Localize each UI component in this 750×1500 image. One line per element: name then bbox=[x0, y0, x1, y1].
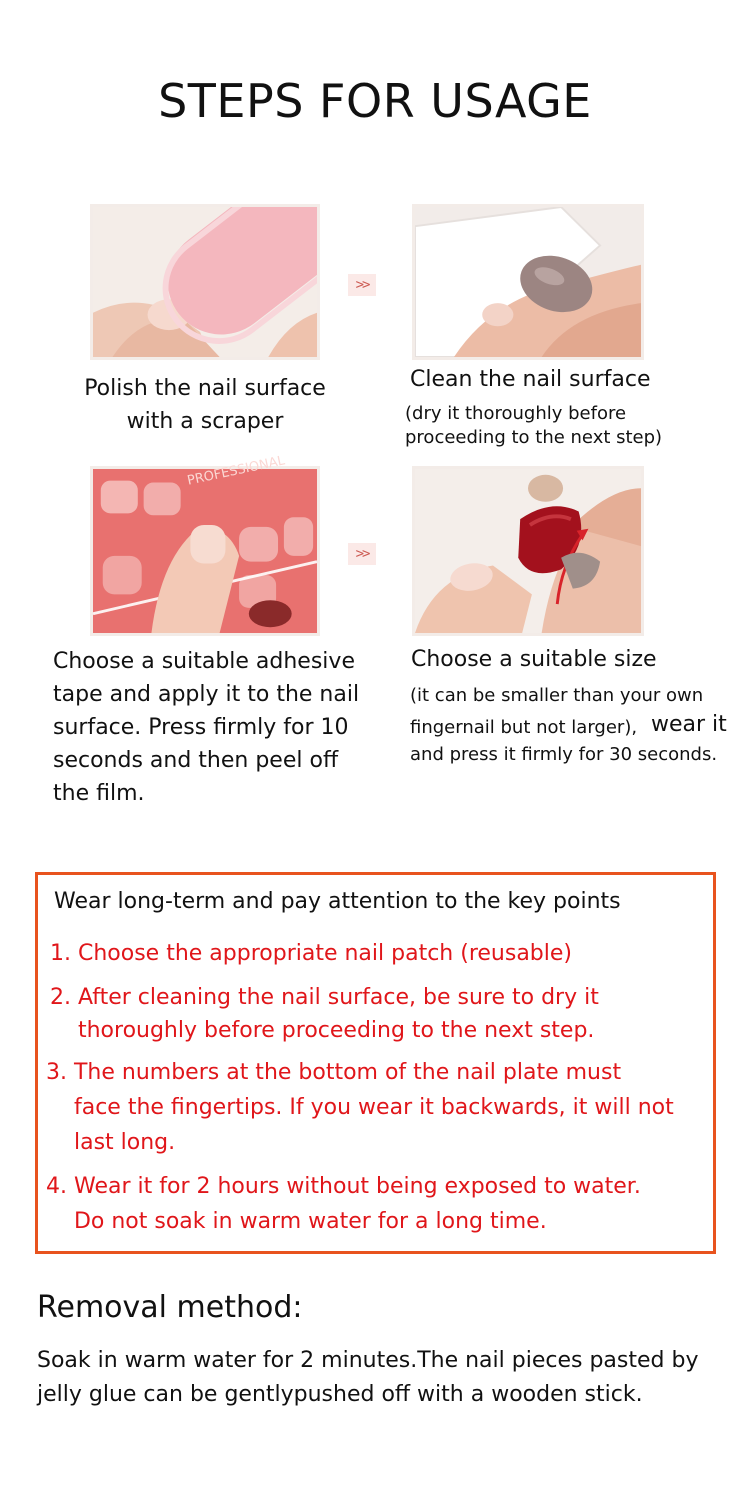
step2-subcaption: (dry it thoroughly before proceeding to the next step) bbox=[405, 403, 663, 448]
step-arrow-icon: >> bbox=[348, 274, 376, 296]
step4-subcaption-end: and press it firmly for 30 seconds. bbox=[410, 744, 718, 765]
step2-photo-cleaning-pad bbox=[412, 204, 644, 360]
key-point-2: 2. After cleaning the nail surface, be sure to dry it thoroughly before proceeding to the next step. bbox=[50, 985, 599, 1043]
page-title: STEPS FOR USAGE bbox=[158, 74, 592, 128]
step4-photo-wearing-nail bbox=[412, 466, 644, 636]
key-point-1: 1. Choose the appropriate nail patch (reusable) bbox=[50, 941, 572, 966]
key-point-4: 4. Wear it for 2 hours without being exposed to water. Do not soak in warm water for a long time. bbox=[46, 1174, 641, 1234]
step1-photo-nail-file bbox=[90, 204, 320, 360]
step1-caption: Polish the nail surface with a scraper bbox=[84, 376, 326, 434]
step4-subcaption: (it can be smaller than your own fingernail but not larger), bbox=[410, 685, 704, 738]
step-arrow-icon: >> bbox=[348, 543, 376, 565]
key-points-heading: Wear long-term and pay attention to the key points bbox=[54, 889, 621, 914]
key-point-3: 3. The numbers at the bottom of the nail plate must face the fingertips. If you wear it backwards, it will not last long. bbox=[46, 1060, 674, 1155]
removal-title: Removal method: bbox=[37, 1290, 303, 1325]
step4-caption: Choose a suitable size bbox=[411, 647, 657, 672]
step3-caption: Choose a suitable adhesive tape and apply it to the nail surface. Press firmly for 10 seconds and then peel off the film. bbox=[53, 649, 360, 806]
step3-photo-adhesive-sheet bbox=[90, 466, 320, 636]
step2-caption: Clean the nail surface bbox=[410, 367, 651, 392]
removal-text: Soak in warm water for 2 minutes.The nail pieces pasted by jelly glue can be gentlypushed off with a wooden stick. bbox=[37, 1348, 699, 1407]
key-points-box bbox=[35, 872, 716, 1254]
step4-subcaption-emphasis: wear it bbox=[651, 712, 727, 737]
step3-photo-brand-text: PROFESSIONAL bbox=[186, 453, 287, 489]
